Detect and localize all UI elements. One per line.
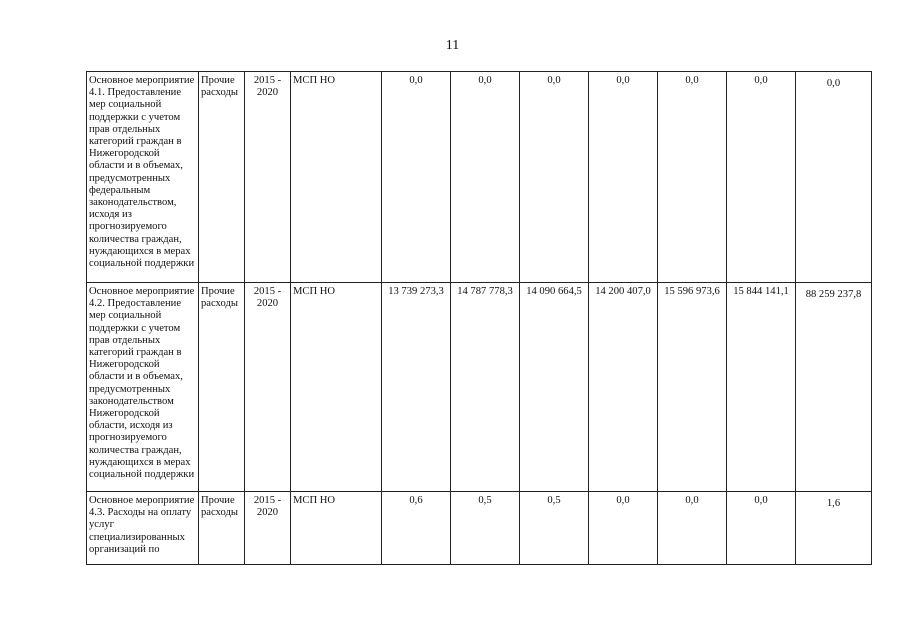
value-cell: 0,0 bbox=[658, 72, 727, 283]
value-cell: 15 844 141,1 bbox=[727, 283, 796, 492]
value-cell: 0,0 bbox=[589, 72, 658, 283]
value-cell: 0,0 bbox=[727, 492, 796, 565]
period: 2015 - 2020 bbox=[245, 492, 291, 565]
value-cell: 14 090 664,5 bbox=[520, 283, 589, 492]
total-cell: 0,0 bbox=[796, 72, 872, 283]
expense-type: Прочие расходы bbox=[199, 492, 245, 565]
value-cell: 0,5 bbox=[520, 492, 589, 565]
value-cell: 0,0 bbox=[727, 72, 796, 283]
value-cell: 15 596 973,6 bbox=[658, 283, 727, 492]
value-cell: 0,0 bbox=[451, 72, 520, 283]
measure-description: Основное мероприятие 4.3. Расходы на оплату услуг специализированных организаций по bbox=[87, 492, 199, 565]
value-cell: 0,0 bbox=[520, 72, 589, 283]
measure-description: Основное мероприятие 4.2. Предоставление мер социальной поддержки с учетом прав отдельных категорий граждан в Нижегородской области и в объемах, предусмотренных законодательством Нижегородской области, исходя из прогнозируемого количества граждан, нуждающихся в мерах социальной поддержки bbox=[87, 283, 199, 492]
value-cell: 14 787 778,3 bbox=[451, 283, 520, 492]
executor: МСП НО bbox=[291, 72, 382, 283]
expense-type: Прочие расходы bbox=[199, 283, 245, 492]
total-cell: 88 259 237,8 bbox=[796, 283, 872, 492]
budget-table bbox=[86, 71, 872, 565]
table-row bbox=[87, 492, 872, 565]
executor: МСП НО bbox=[291, 283, 382, 492]
period: 2015 - 2020 bbox=[245, 283, 291, 492]
page-number: 11 bbox=[445, 38, 460, 53]
value-cell: 0,0 bbox=[658, 492, 727, 565]
value-cell: 0,6 bbox=[382, 492, 451, 565]
value-cell: 0,0 bbox=[589, 492, 658, 565]
value-cell: 0,0 bbox=[382, 72, 451, 283]
value-cell: 0,5 bbox=[451, 492, 520, 565]
value-cell: 13 739 273,3 bbox=[382, 283, 451, 492]
value-cell: 14 200 407,0 bbox=[589, 283, 658, 492]
measure-description: Основное мероприятие 4.1. Предоставление мер социальной поддержки с учетом прав отдельных категорий граждан в Нижегородской области и в объемах, предусмотренных федеральным законодательством, исходя из прогнозируемого количества граждан, нуждающихся в мерах социальной поддержки bbox=[87, 72, 199, 283]
expense-type: Прочие расходы bbox=[199, 72, 245, 283]
period: 2015 - 2020 bbox=[245, 72, 291, 283]
executor: МСП НО bbox=[291, 492, 382, 565]
total-cell: 1,6 bbox=[796, 492, 872, 565]
table-row bbox=[87, 283, 872, 492]
table-row bbox=[87, 72, 872, 283]
